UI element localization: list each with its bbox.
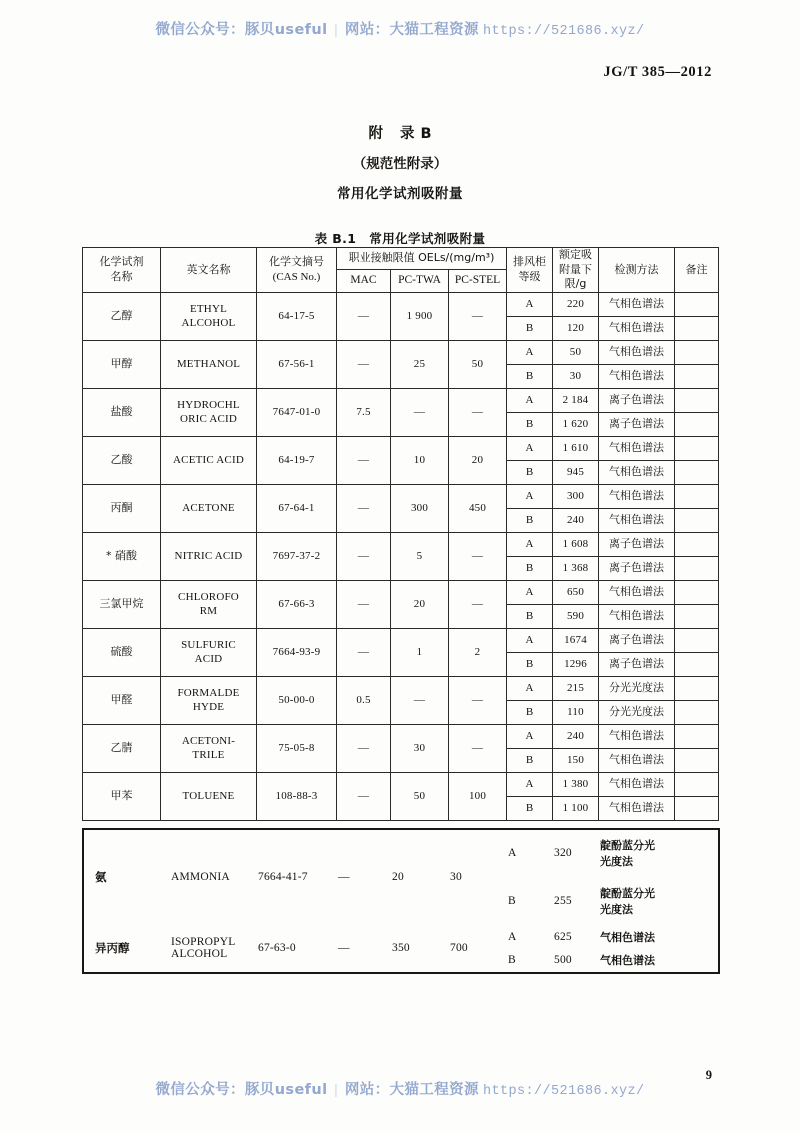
standard-number: JG/T 385—2012 <box>603 64 712 80</box>
cell-english-name: ISOPROPYL ALCOHOL <box>171 936 236 961</box>
cell-pc-stel: — <box>449 580 507 628</box>
cell-method: 气相色谱法 <box>599 772 675 796</box>
cell-reagent-name: 三氯甲烷 <box>83 580 161 628</box>
header-pc-stel: PC-STEL <box>449 269 507 292</box>
cell-remark <box>675 364 719 388</box>
cell-method: 离子色谱法 <box>599 412 675 436</box>
cell-cas-number: 50-00-0 <box>257 676 337 724</box>
cell-pc-stel: 30 <box>450 871 462 884</box>
cell-mac: — <box>338 942 350 955</box>
cell-cas-number: 75-05-8 <box>257 724 337 772</box>
cell-english-name: CHLOROFO RM <box>161 580 257 628</box>
cell-capacity: 650 <box>553 580 599 604</box>
cell-method: 气相色谱法 <box>599 484 675 508</box>
cell-method: 离子色谱法 <box>599 532 675 556</box>
cell-method: 气相色谱法 <box>599 604 675 628</box>
cell-english-name: FORMALDE HYDE <box>161 676 257 724</box>
cell-remark <box>675 772 719 796</box>
cell-reagent-name: * 硝酸 <box>83 532 161 580</box>
cell-pc-stel: 700 <box>450 942 468 955</box>
cell-capacity: 500 <box>554 954 572 967</box>
table-row <box>83 628 719 652</box>
cell-reagent-name: 甲醇 <box>83 340 161 388</box>
cell-reagent-name: 甲苯 <box>83 772 161 820</box>
cell-method: 气相色谱法 <box>599 580 675 604</box>
cell-hood-grade: B <box>507 556 553 580</box>
cell-cas-number: 7697-37-2 <box>257 532 337 580</box>
cell-pc-twa: 1 900 <box>391 292 449 340</box>
cell-method: 气相色谱法 <box>599 796 675 820</box>
cell-mac: — <box>337 772 391 820</box>
cell-method: 气相色谱法 <box>600 930 655 944</box>
cell-pc-stel: — <box>449 724 507 772</box>
cell-english-name: ETHYL ALCOHOL <box>161 292 257 340</box>
table-row <box>83 484 719 508</box>
cell-hood-grade: A <box>507 532 553 556</box>
cell-hood-grade: A <box>507 292 553 316</box>
cell-pc-stel: 450 <box>449 484 507 532</box>
cell-method: 气相色谱法 <box>599 340 675 364</box>
cell-hood-grade: A <box>507 628 553 652</box>
cell-cas-number: 64-17-5 <box>257 292 337 340</box>
cell-hood-grade: A <box>507 436 553 460</box>
cell-remark <box>675 460 719 484</box>
watermark-separator: | <box>334 1082 338 1098</box>
cell-method: 离子色谱法 <box>599 388 675 412</box>
cell-pc-twa: — <box>391 676 449 724</box>
cell-capacity: 120 <box>553 316 599 340</box>
table-body-block-2 <box>83 829 719 973</box>
table-row <box>83 388 719 412</box>
cell-hood-grade: B <box>507 508 553 532</box>
cell-remark <box>675 604 719 628</box>
table-container <box>82 247 718 974</box>
cell-pc-twa: — <box>391 388 449 436</box>
cell-cas-number: 7647-01-0 <box>257 388 337 436</box>
watermark-url: https://521686.xyz/ <box>482 24 645 39</box>
cell-cas-number: 7664-93-9 <box>257 628 337 676</box>
cell-capacity: 1674 <box>553 628 599 652</box>
cell-method: 气相色谱法 <box>599 436 675 460</box>
annex-heading-cn: 附 录 <box>368 126 421 142</box>
cell-hood-grade: A <box>507 388 553 412</box>
cell-capacity: 255 <box>554 894 572 907</box>
cell-mac: 7.5 <box>337 388 391 436</box>
cell-remark <box>675 580 719 604</box>
cell-method: 气相色谱法 <box>600 954 655 968</box>
cell-hood-grade: B <box>507 412 553 436</box>
cell-remark <box>675 532 719 556</box>
cell-method: 离子色谱法 <box>599 628 675 652</box>
header-english-name: 英文名称 <box>161 248 257 293</box>
header-capacity: 额定吸 附量下 限/g <box>553 248 599 293</box>
cell-hood-grade: A <box>507 580 553 604</box>
cell-mac: — <box>337 292 391 340</box>
cell-mac: — <box>338 871 350 884</box>
cell-hood-grade: A <box>507 676 553 700</box>
cell-english-name: TOLUENE <box>161 772 257 820</box>
table-header-row-1 <box>83 248 719 270</box>
cell-mac: — <box>337 532 391 580</box>
cell-capacity: 625 <box>554 930 572 943</box>
cell-reagent-name: 丙酮 <box>83 484 161 532</box>
cell-reagent-name: 异丙醇 <box>95 941 130 956</box>
page-number: 9 <box>705 1068 712 1082</box>
cell-remark <box>675 724 719 748</box>
table-row <box>83 724 719 748</box>
watermark-bottom <box>0 1078 800 1099</box>
cell-pc-twa: 30 <box>391 724 449 772</box>
annex-title-block <box>0 122 800 247</box>
cell-capacity: 1 608 <box>553 532 599 556</box>
cell-cas-number: 64-19-7 <box>257 436 337 484</box>
cell-hood-grade: B <box>508 954 516 967</box>
cell-pc-stel: — <box>449 676 507 724</box>
table-row <box>83 436 719 460</box>
cell-english-name: METHANOL <box>161 340 257 388</box>
cell-remark <box>675 829 719 877</box>
cell-hood-grade: B <box>507 748 553 772</box>
cell-hood-grade: A <box>507 772 553 796</box>
annex-heading-letter: B <box>420 126 432 142</box>
cell-hood-grade: A <box>507 340 553 364</box>
cell-hood-grade: B <box>507 364 553 388</box>
cell-english-name: NITRIC ACID <box>161 532 257 580</box>
cell-method: 离子色谱法 <box>599 556 675 580</box>
table-row <box>83 580 719 604</box>
cell-capacity: 215 <box>553 676 599 700</box>
cell-method: 气相色谱法 <box>599 364 675 388</box>
cell-pc-twa: 50 <box>391 772 449 820</box>
cell-pc-stel: 50 <box>449 340 507 388</box>
cell-remark <box>675 700 719 724</box>
cell-pc-stel: — <box>449 532 507 580</box>
cell-pc-twa: 1 <box>391 628 449 676</box>
cell-reagent-name: 盐酸 <box>83 388 161 436</box>
cell-method: 气相色谱法 <box>599 292 675 316</box>
table-row <box>83 925 719 949</box>
cell-capacity: 590 <box>553 604 599 628</box>
header-method: 检测方法 <box>599 248 675 293</box>
cell-pc-twa: 300 <box>391 484 449 532</box>
cell-remark <box>675 949 719 973</box>
header-hood-grade: 排风柜 等级 <box>507 248 553 293</box>
reagent-table-block-2 <box>82 828 720 974</box>
cell-pc-stel: 100 <box>449 772 507 820</box>
cell-hood-grade: B <box>507 652 553 676</box>
header-cas: 化学文摘号 (CAS No.) <box>257 248 337 293</box>
cell-reagent-name: 乙腈 <box>83 724 161 772</box>
cell-method: 气相色谱法 <box>599 748 675 772</box>
cell-cas-number: 108-88-3 <box>257 772 337 820</box>
cell-remark <box>675 340 719 364</box>
watermark-wechat: 微信公众号：豚贝useful <box>155 1082 328 1098</box>
cell-remark <box>675 436 719 460</box>
table-row <box>83 340 719 364</box>
cell-hood-grade: B <box>508 894 516 907</box>
cell-hood-grade: A <box>508 847 517 860</box>
cell-pc-stel: — <box>449 388 507 436</box>
header-oels: 职业接触限值 OELs/(mg/m³) <box>337 248 507 270</box>
cell-mac: — <box>337 484 391 532</box>
table-caption: 表 B.1 常用化学试剂吸附量 <box>314 231 486 246</box>
cell-capacity: 1 610 <box>553 436 599 460</box>
table-row <box>83 772 719 796</box>
cell-remark <box>675 652 719 676</box>
cell-capacity: 150 <box>553 748 599 772</box>
watermark-top <box>0 18 800 39</box>
table-row <box>83 532 719 556</box>
cell-mac: — <box>337 628 391 676</box>
cell-pc-twa: 20 <box>391 580 449 628</box>
cell-method: 分光光度法 <box>599 676 675 700</box>
watermark-site: 网站：大猫工程资源 <box>344 22 479 38</box>
cell-pc-twa: 25 <box>391 340 449 388</box>
cell-english-name: AMMONIA <box>171 871 230 884</box>
cell-remark <box>675 676 719 700</box>
cell-cas-number: 67-66-3 <box>257 580 337 628</box>
cell-pc-stel: — <box>449 292 507 340</box>
table-body-block-1 <box>83 292 719 820</box>
table-row <box>83 676 719 700</box>
cell-hood-grade: B <box>507 604 553 628</box>
cell-remark <box>675 292 719 316</box>
cell-method: 气相色谱法 <box>599 316 675 340</box>
cell-english-name: ACETONI- TRILE <box>161 724 257 772</box>
cell-capacity: 300 <box>553 484 599 508</box>
cell-remark <box>675 925 719 949</box>
cell-remark <box>675 484 719 508</box>
cell-capacity: 30 <box>553 364 599 388</box>
cell-capacity: 1 620 <box>553 412 599 436</box>
cell-capacity: 1 100 <box>553 796 599 820</box>
cell-english-name: SULFURIC ACID <box>161 628 257 676</box>
cell-method: 气相色谱法 <box>599 724 675 748</box>
cell-hood-grade: B <box>507 316 553 340</box>
header-reagent-name: 化学试剂 名称 <box>83 248 161 293</box>
header-pc-twa: PC-TWA <box>391 269 449 292</box>
cell-english-name: ACETONE <box>161 484 257 532</box>
cell-remark <box>675 316 719 340</box>
cell-hood-grade: A <box>507 724 553 748</box>
header-mac: MAC <box>337 269 391 292</box>
cell-remark <box>675 748 719 772</box>
cell-method: 靛酚蓝分光 光度法 <box>600 839 655 869</box>
watermark-wechat: 微信公众号：豚贝useful <box>155 22 328 38</box>
cell-capacity: 50 <box>553 340 599 364</box>
cell-method: 分光光度法 <box>599 700 675 724</box>
cell-english-name: ACETIC ACID <box>161 436 257 484</box>
cell-remark <box>675 388 719 412</box>
cell-pc-twa: 5 <box>391 532 449 580</box>
cell-cas-number: 67-56-1 <box>257 340 337 388</box>
cell-method: 靛酚蓝分光 光度法 <box>600 886 655 916</box>
cell-cas-number: 67-64-1 <box>257 484 337 532</box>
watermark-separator: | <box>334 22 338 38</box>
cell-pc-twa: 20 <box>392 871 404 884</box>
annex-name: 常用化学试剂吸附量 <box>337 186 463 202</box>
cell-method: 气相色谱法 <box>599 460 675 484</box>
cell-remark <box>675 508 719 532</box>
cell-mac: — <box>337 340 391 388</box>
cell-mac: 0.5 <box>337 676 391 724</box>
cell-mac: — <box>337 580 391 628</box>
cell-reagent-name: 氨 <box>95 870 107 885</box>
header-remark: 备注 <box>675 248 719 293</box>
cell-remark <box>675 556 719 580</box>
cell-capacity: 1 380 <box>553 772 599 796</box>
cell-capacity: 220 <box>553 292 599 316</box>
watermark-url: https://521686.xyz/ <box>482 1084 645 1099</box>
cell-reagent-name: 乙醇 <box>83 292 161 340</box>
cell-capacity: 2 184 <box>553 388 599 412</box>
cell-capacity: 110 <box>553 700 599 724</box>
reagent-table-block-1 <box>82 247 719 821</box>
cell-hood-grade: A <box>507 484 553 508</box>
cell-pc-twa: 10 <box>391 436 449 484</box>
cell-capacity: 320 <box>554 847 572 860</box>
cell-capacity: 1296 <box>553 652 599 676</box>
cell-reagent-name: 乙酸 <box>83 436 161 484</box>
cell-remark <box>675 628 719 652</box>
cell-capacity: 1 368 <box>553 556 599 580</box>
cell-cas-number: 7664-41-7 <box>258 871 308 884</box>
cell-english-name: HYDROCHL ORIC ACID <box>161 388 257 436</box>
cell-method: 气相色谱法 <box>599 508 675 532</box>
cell-pc-stel: 2 <box>449 628 507 676</box>
cell-mac: — <box>337 724 391 772</box>
cell-pc-twa: 350 <box>392 942 410 955</box>
cell-hood-grade: B <box>507 796 553 820</box>
cell-remark <box>675 796 719 820</box>
cell-reagent-name: 甲醛 <box>83 676 161 724</box>
cell-hood-grade: B <box>507 700 553 724</box>
cell-hood-grade: A <box>508 930 517 943</box>
watermark-site: 网站：大猫工程资源 <box>344 1082 479 1098</box>
cell-remark <box>675 877 719 925</box>
cell-hood-grade: B <box>507 460 553 484</box>
cell-capacity: 240 <box>553 724 599 748</box>
cell-cas-number: 67-63-0 <box>258 942 296 955</box>
cell-capacity: 240 <box>553 508 599 532</box>
cell-capacity: 945 <box>553 460 599 484</box>
cell-pc-stel: 20 <box>449 436 507 484</box>
annex-heading <box>0 122 800 143</box>
cell-reagent-name: 硫酸 <box>83 628 161 676</box>
annex-kind: （规范性附录） <box>352 156 448 172</box>
cell-method: 离子色谱法 <box>599 652 675 676</box>
cell-remark <box>675 412 719 436</box>
table-row <box>83 292 719 316</box>
cell-mac: — <box>337 436 391 484</box>
table-row <box>83 829 719 877</box>
